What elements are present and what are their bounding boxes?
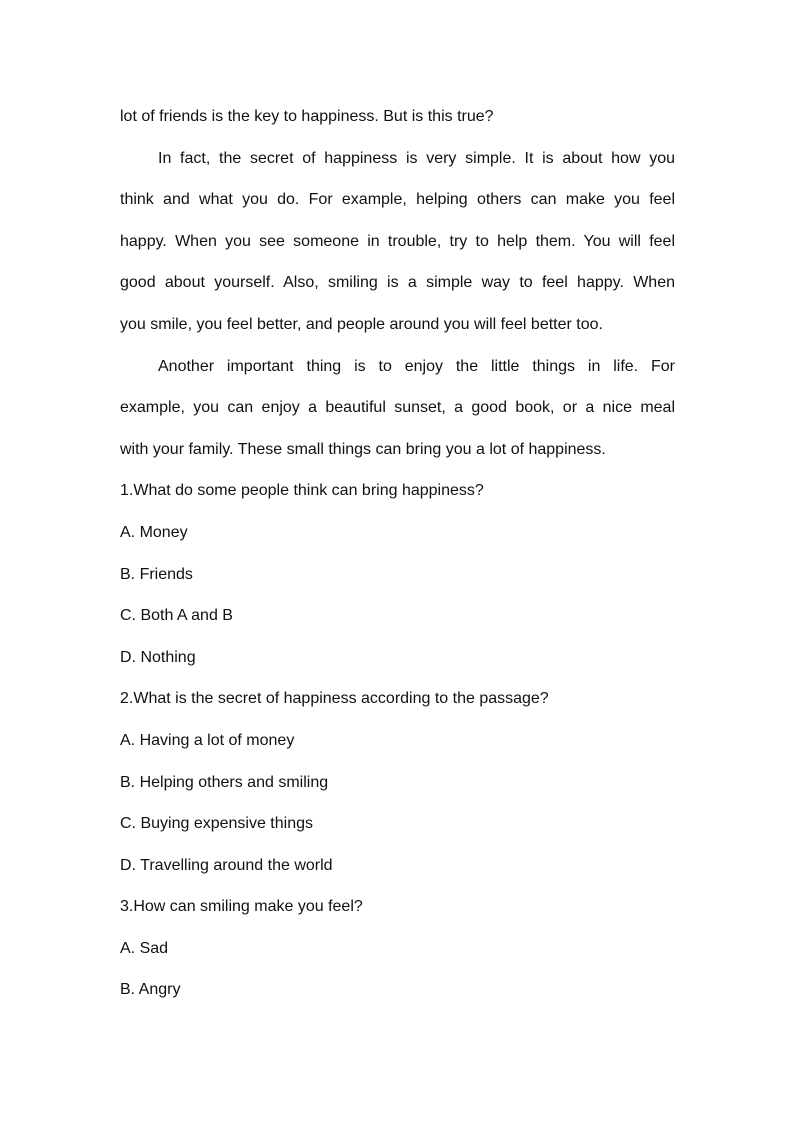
question-text: 3.How can smiling make you feel? (120, 898, 363, 916)
passage-line: with your family. These small things can bring you a lot of happiness. (120, 440, 606, 458)
option-a: A. Having a lot of money (120, 731, 295, 749)
option-b: B. Angry (120, 981, 181, 999)
passage-line: good about yourself. Also, smiling is a simple way to feel happy. When (120, 274, 675, 292)
option-b: B. Friends (120, 565, 193, 583)
passage-line: you smile, you feel better, and people around you will feel better too. (120, 315, 603, 333)
option-c: C. Buying expensive things (120, 815, 313, 833)
passage-line: think and what you do. For example, helping others can make you feel (120, 191, 675, 209)
question-2 (120, 678, 675, 886)
option-a: A. Money (120, 523, 188, 541)
passage-line: lot of friends is the key to happiness. But is this true? (120, 108, 494, 125)
question-text: 2.What is the secret of happiness according to the passage? (120, 690, 549, 708)
document-content (120, 96, 675, 1011)
passage (120, 96, 675, 470)
option-d: D. Nothing (120, 648, 196, 666)
passage-line: In fact, the secret of happiness is very simple. It is about how you (158, 149, 675, 167)
option-b: B. Helping others and smiling (120, 773, 329, 791)
question-3 (120, 886, 675, 1011)
passage-line: happy. When you see someone in trouble, try to help them. You will feel (120, 232, 675, 250)
question-text: 1.What do some people think can bring happiness? (120, 482, 484, 500)
option-d: D. Travelling around the world (120, 856, 333, 874)
option-a: A. Sad (120, 939, 169, 957)
question-1 (120, 470, 675, 678)
passage-line: Another important thing is to enjoy the little things in life. For (158, 357, 675, 375)
option-c: C. Both A and B (120, 607, 233, 625)
passage-line: example, you can enjoy a beautiful sunset, a good book, or a nice meal (120, 399, 675, 417)
